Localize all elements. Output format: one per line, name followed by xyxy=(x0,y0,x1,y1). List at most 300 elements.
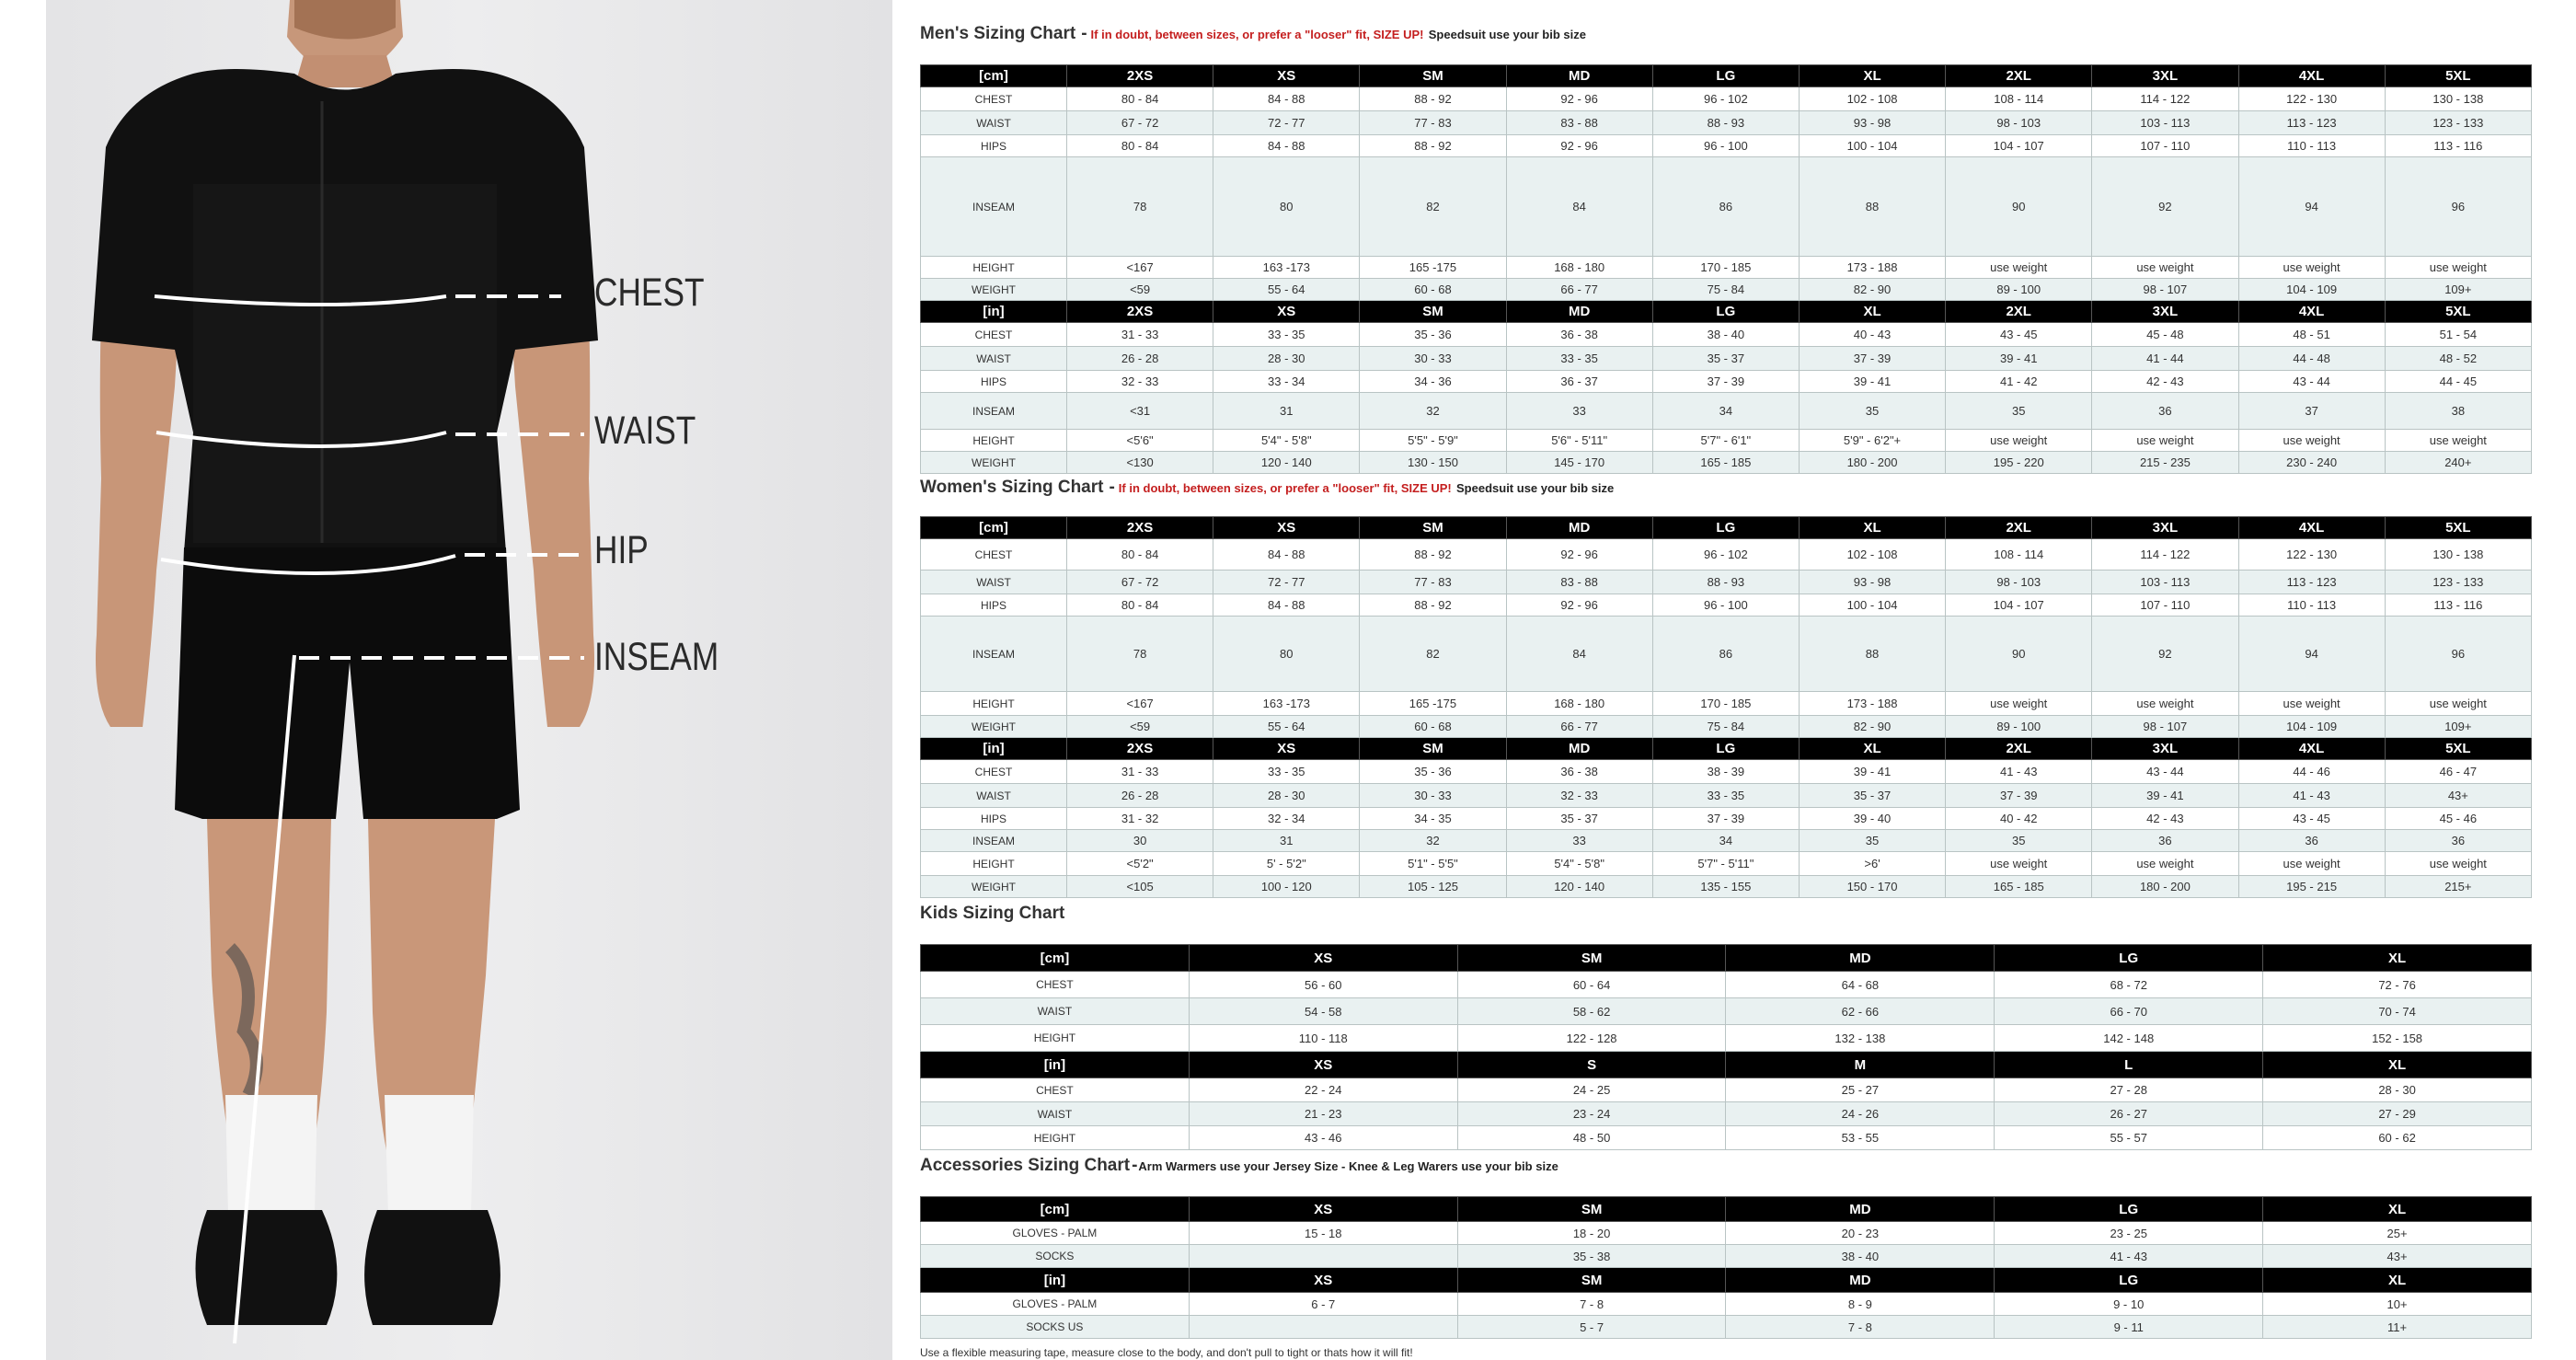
table-cell: 88 xyxy=(1799,157,1945,257)
table-cell: 105 - 125 xyxy=(1360,876,1506,898)
size-header: 2XS xyxy=(1067,301,1213,323)
table-cell: 130 - 138 xyxy=(2385,539,2531,571)
table-cell: 46 - 47 xyxy=(2385,760,2531,784)
table-cell: 195 - 220 xyxy=(1946,452,2092,474)
table-cell: 31 - 33 xyxy=(1067,323,1213,347)
table-cell: 55 - 64 xyxy=(1213,716,1360,738)
table-cell: 84 xyxy=(1506,617,1652,692)
table-cell: 32 xyxy=(1360,830,1506,852)
table-cell: 32 - 33 xyxy=(1506,784,1652,808)
table-row xyxy=(921,452,2532,474)
header-row xyxy=(921,301,2532,323)
table-cell: 40 - 43 xyxy=(1799,323,1945,347)
table-cell: 80 - 84 xyxy=(1067,135,1213,157)
table-cell: 88 - 93 xyxy=(1652,111,1799,135)
size-header: XS xyxy=(1189,1268,1457,1293)
table-row xyxy=(921,830,2532,852)
row-label: CHEST xyxy=(921,760,1067,784)
table-cell: 38 - 40 xyxy=(1726,1245,1995,1268)
table-cell: 35 xyxy=(1946,393,2092,430)
table-row xyxy=(921,1222,2532,1245)
table-cell: 84 - 88 xyxy=(1213,594,1360,617)
table-cell: 173 - 188 xyxy=(1799,257,1945,279)
table-cell: 108 - 114 xyxy=(1946,87,2092,111)
table-cell: 31 xyxy=(1213,393,1360,430)
table-cell: 35 xyxy=(1799,393,1945,430)
table-cell: 34 xyxy=(1652,393,1799,430)
size-header: SM xyxy=(1360,65,1506,87)
table-cell: 43 - 44 xyxy=(2092,760,2238,784)
size-header: 2XL xyxy=(1946,301,2092,323)
table-cell: 60 - 62 xyxy=(2263,1126,2532,1150)
table-cell: 5'7" - 5'11" xyxy=(1652,852,1799,876)
table-cell: 67 - 72 xyxy=(1067,111,1213,135)
size-header: 5XL xyxy=(2385,301,2531,323)
table-cell: 33 xyxy=(1506,830,1652,852)
table-cell: 163 -173 xyxy=(1213,257,1360,279)
table-cell: use weight xyxy=(1946,692,2092,716)
size-header: XS xyxy=(1213,65,1360,87)
table-cell: 36 - 38 xyxy=(1506,760,1652,784)
table-cell: 37 - 39 xyxy=(1799,347,1945,371)
footnote: Use a flexible measuring tape, measure close to the body, and don't pull to tight or thats how it will fit! xyxy=(920,1346,1413,1359)
table-cell: 113 - 123 xyxy=(2238,111,2385,135)
table-row xyxy=(921,323,2532,347)
table-cell: 23 - 25 xyxy=(1995,1222,2263,1245)
size-header: LG xyxy=(1995,1197,2263,1222)
table-cell: 5'4" - 5'8" xyxy=(1506,852,1652,876)
table-cell: 82 xyxy=(1360,157,1506,257)
table-cell: 122 - 130 xyxy=(2238,87,2385,111)
table-cell: 78 xyxy=(1067,617,1213,692)
table-cell: 165 -175 xyxy=(1360,692,1506,716)
size-header: 2XL xyxy=(1946,517,2092,539)
table-cell: 98 - 103 xyxy=(1946,571,2092,594)
table-cell: 110 - 118 xyxy=(1189,1025,1457,1052)
row-label: WEIGHT xyxy=(921,452,1067,474)
row-label: CHEST xyxy=(921,323,1067,347)
table-cell: 60 - 68 xyxy=(1360,716,1506,738)
row-label: HEIGHT xyxy=(921,1025,1190,1052)
table-cell: 39 - 41 xyxy=(1946,347,2092,371)
table-cell: 35 - 37 xyxy=(1506,808,1652,830)
table-cell: 36 xyxy=(2092,393,2238,430)
table-cell: 102 - 108 xyxy=(1799,539,1945,571)
table-cell: 104 - 107 xyxy=(1946,135,2092,157)
table-cell: <5'2" xyxy=(1067,852,1213,876)
table-cell xyxy=(1189,1245,1457,1268)
table-cell: 107 - 110 xyxy=(2092,135,2238,157)
table-cell: 35 - 36 xyxy=(1360,760,1506,784)
table-cell: use weight xyxy=(1946,430,2092,452)
table-cell: 168 - 180 xyxy=(1506,257,1652,279)
table-cell: 93 - 98 xyxy=(1799,111,1945,135)
size-header: MD xyxy=(1726,1268,1995,1293)
table-cell: 152 - 158 xyxy=(2263,1025,2532,1052)
table-cell: 83 - 88 xyxy=(1506,571,1652,594)
table-row xyxy=(921,1316,2532,1339)
table-cell: 20 - 23 xyxy=(1726,1222,1995,1245)
table-row xyxy=(921,876,2532,898)
table-cell: 42 - 43 xyxy=(2092,371,2238,393)
table-cell: 77 - 83 xyxy=(1360,571,1506,594)
table-cell: 53 - 55 xyxy=(1726,1126,1995,1150)
mens-note-black: Speedsuit use your bib size xyxy=(1428,28,1586,41)
table-cell: use weight xyxy=(2092,430,2238,452)
table-cell: 7 - 8 xyxy=(1726,1316,1995,1339)
table-cell: 31 - 33 xyxy=(1067,760,1213,784)
accessories-title xyxy=(920,1154,2532,1183)
table-cell: use weight xyxy=(2092,257,2238,279)
table-cell: <105 xyxy=(1067,876,1213,898)
row-label: GLOVES - PALM xyxy=(921,1222,1190,1245)
hip-label: HIP xyxy=(594,528,649,572)
table-cell: 100 - 104 xyxy=(1799,135,1945,157)
table-cell: 32 - 34 xyxy=(1213,808,1360,830)
unit-header: [in] xyxy=(921,738,1067,760)
table-cell: 5'5" - 5'9" xyxy=(1360,430,1506,452)
table-row xyxy=(921,716,2532,738)
table-cell: 9 - 11 xyxy=(1995,1316,2263,1339)
table-cell: use weight xyxy=(2385,692,2531,716)
table-cell: 35 - 38 xyxy=(1457,1245,1726,1268)
table-cell: 93 - 98 xyxy=(1799,571,1945,594)
table-cell: 130 - 138 xyxy=(2385,87,2531,111)
table-cell: 34 - 35 xyxy=(1360,808,1506,830)
table-cell: 38 - 40 xyxy=(1652,323,1799,347)
table-cell: 96 xyxy=(2385,157,2531,257)
table-cell: 180 - 200 xyxy=(1799,452,1945,474)
table-cell: 96 xyxy=(2385,617,2531,692)
size-header: 2XL xyxy=(1946,738,2092,760)
size-header: LG xyxy=(1652,517,1799,539)
table-cell: 104 - 109 xyxy=(2238,716,2385,738)
size-header: SM xyxy=(1360,301,1506,323)
table-cell: 33 - 35 xyxy=(1506,347,1652,371)
row-label: HEIGHT xyxy=(921,257,1067,279)
mens-title-dash: - xyxy=(1081,24,1087,43)
row-label: HEIGHT xyxy=(921,1126,1190,1150)
unit-header: [cm] xyxy=(921,945,1190,972)
row-label: CHEST xyxy=(921,539,1067,571)
size-header: XS xyxy=(1213,517,1360,539)
table-cell: 170 - 185 xyxy=(1652,692,1799,716)
table-cell: 64 - 68 xyxy=(1726,972,1995,998)
table-cell: 82 xyxy=(1360,617,1506,692)
size-header: LG xyxy=(1652,65,1799,87)
table-cell: 108 - 114 xyxy=(1946,539,2092,571)
table-cell: 100 - 120 xyxy=(1213,876,1360,898)
table-cell: 82 - 90 xyxy=(1799,279,1945,301)
table-row xyxy=(921,617,2532,692)
mens-table xyxy=(920,64,2532,474)
table-cell: 88 xyxy=(1799,617,1945,692)
table-cell: 78 xyxy=(1067,157,1213,257)
table-cell: 96 - 102 xyxy=(1652,87,1799,111)
table-cell: 43 - 44 xyxy=(2238,371,2385,393)
table-cell: 107 - 110 xyxy=(2092,594,2238,617)
table-cell: >6' xyxy=(1799,852,1945,876)
row-label: HEIGHT xyxy=(921,852,1067,876)
table-cell: 6 - 7 xyxy=(1189,1293,1457,1316)
table-cell: 88 - 92 xyxy=(1360,594,1506,617)
table-cell: 94 xyxy=(2238,157,2385,257)
table-cell: 40 - 42 xyxy=(1946,808,2092,830)
table-cell: 39 - 40 xyxy=(1799,808,1945,830)
table-cell: 62 - 66 xyxy=(1726,998,1995,1025)
size-header: XL xyxy=(2263,1268,2532,1293)
table-cell: 75 - 84 xyxy=(1652,716,1799,738)
table-cell: 92 - 96 xyxy=(1506,539,1652,571)
table-cell: 36 xyxy=(2092,830,2238,852)
table-row xyxy=(921,430,2532,452)
kids-title-text: Kids Sizing Chart xyxy=(920,904,1065,923)
table-cell: 38 - 39 xyxy=(1652,760,1799,784)
table-row xyxy=(921,784,2532,808)
size-header: SM xyxy=(1457,1268,1726,1293)
table-cell: 102 - 108 xyxy=(1799,87,1945,111)
table-row xyxy=(921,111,2532,135)
table-cell: 33 - 34 xyxy=(1213,371,1360,393)
table-cell: 72 - 76 xyxy=(2263,972,2532,998)
table-row xyxy=(921,1293,2532,1316)
table-row xyxy=(921,808,2532,830)
table-cell: 27 - 28 xyxy=(1995,1078,2263,1102)
row-label: GLOVES - PALM xyxy=(921,1293,1190,1316)
table-cell: 35 - 36 xyxy=(1360,323,1506,347)
table-cell: 89 - 100 xyxy=(1946,279,2092,301)
table-cell: 100 - 104 xyxy=(1799,594,1945,617)
table-cell: 56 - 60 xyxy=(1189,972,1457,998)
table-cell: 88 - 92 xyxy=(1360,87,1506,111)
size-header: 5XL xyxy=(2385,517,2531,539)
size-header: XL xyxy=(1799,301,1945,323)
size-header: LG xyxy=(1652,738,1799,760)
row-label: HIPS xyxy=(921,135,1067,157)
table-cell: 113 - 116 xyxy=(2385,135,2531,157)
table-cell: 122 - 130 xyxy=(2238,539,2385,571)
row-label: HIPS xyxy=(921,371,1067,393)
table-cell: 84 - 88 xyxy=(1213,135,1360,157)
table-cell: 66 - 77 xyxy=(1506,279,1652,301)
table-cell: 18 - 20 xyxy=(1457,1222,1726,1245)
table-cell: 98 - 107 xyxy=(2092,279,2238,301)
row-label: SOCKS xyxy=(921,1245,1190,1268)
table-cell: <130 xyxy=(1067,452,1213,474)
table-cell: 104 - 107 xyxy=(1946,594,2092,617)
table-cell: 37 - 39 xyxy=(1652,371,1799,393)
womens-table xyxy=(920,516,2532,898)
table-cell: 26 - 28 xyxy=(1067,784,1213,808)
table-cell: 72 - 77 xyxy=(1213,111,1360,135)
table-cell: 37 - 39 xyxy=(1652,808,1799,830)
table-row xyxy=(921,571,2532,594)
table-cell: 113 - 123 xyxy=(2238,571,2385,594)
table-cell: 26 - 28 xyxy=(1067,347,1213,371)
table-cell: 48 - 51 xyxy=(2238,323,2385,347)
table-cell: 35 - 37 xyxy=(1652,347,1799,371)
table-cell: 98 - 107 xyxy=(2092,716,2238,738)
accessories-note-black: Arm Warmers use your Jersey Size - Knee & Leg Warers use your bib size xyxy=(1138,1159,1558,1173)
table-cell: 36 xyxy=(2238,830,2385,852)
table-cell: 75 - 84 xyxy=(1652,279,1799,301)
table-cell: 31 xyxy=(1213,830,1360,852)
table-cell: 180 - 200 xyxy=(2092,876,2238,898)
table-cell: 42 - 43 xyxy=(2092,808,2238,830)
table-cell: use weight xyxy=(2385,852,2531,876)
table-cell: 43 - 45 xyxy=(1946,323,2092,347)
size-header: XS xyxy=(1189,1052,1457,1078)
header-row xyxy=(921,945,2532,972)
table-cell: 28 - 30 xyxy=(1213,347,1360,371)
size-header: XS xyxy=(1189,945,1457,972)
table-cell: 88 - 92 xyxy=(1360,539,1506,571)
table-row xyxy=(921,371,2532,393)
size-header: MD xyxy=(1726,945,1995,972)
table-cell: 80 xyxy=(1213,617,1360,692)
table-cell: 35 xyxy=(1946,830,2092,852)
table-cell: 51 - 54 xyxy=(2385,323,2531,347)
table-row xyxy=(921,760,2532,784)
size-header: MD xyxy=(1506,301,1652,323)
row-label: INSEAM xyxy=(921,393,1067,430)
table-cell: 90 xyxy=(1946,157,2092,257)
table-cell: 5'6" - 5'11" xyxy=(1506,430,1652,452)
table-cell: 110 - 113 xyxy=(2238,135,2385,157)
table-cell: 33 - 35 xyxy=(1213,760,1360,784)
table-cell: 36 - 38 xyxy=(1506,323,1652,347)
table-cell: 43 - 46 xyxy=(1189,1126,1457,1150)
table-cell: 86 xyxy=(1652,617,1799,692)
table-cell: 195 - 215 xyxy=(2238,876,2385,898)
table-cell: 80 - 84 xyxy=(1067,539,1213,571)
table-cell: 165 - 185 xyxy=(1652,452,1799,474)
table-cell: 33 - 35 xyxy=(1652,784,1799,808)
cyclist-figure xyxy=(46,0,892,1360)
row-label: WAIST xyxy=(921,784,1067,808)
table-cell: 120 - 140 xyxy=(1213,452,1360,474)
table-row xyxy=(921,1102,2532,1126)
size-charts xyxy=(920,22,2532,1359)
row-label: CHEST xyxy=(921,1078,1190,1102)
table-cell: 41 - 43 xyxy=(1946,760,2092,784)
table-cell: 123 - 133 xyxy=(2385,571,2531,594)
row-label: CHEST xyxy=(921,972,1190,998)
table-cell: 109+ xyxy=(2385,279,2531,301)
size-header: XL xyxy=(1799,738,1945,760)
row-label: WAIST xyxy=(921,571,1067,594)
table-cell: 30 - 33 xyxy=(1360,347,1506,371)
table-cell: 113 - 116 xyxy=(2385,594,2531,617)
table-cell: 98 - 103 xyxy=(1946,111,2092,135)
table-cell: 135 - 155 xyxy=(1652,876,1799,898)
table-cell: <167 xyxy=(1067,692,1213,716)
table-cell: 5'7" - 6'1" xyxy=(1652,430,1799,452)
size-header: XS xyxy=(1189,1197,1457,1222)
womens-note-red: If in doubt, between sizes, or prefer a "looser" fit, SIZE UP! xyxy=(1118,481,1452,495)
table-cell: 44 - 45 xyxy=(2385,371,2531,393)
table-cell: 89 - 100 xyxy=(1946,716,2092,738)
kids-title xyxy=(920,902,2532,931)
table-row xyxy=(921,1078,2532,1102)
size-header: MD xyxy=(1506,517,1652,539)
table-row xyxy=(921,692,2532,716)
row-label: INSEAM xyxy=(921,617,1067,692)
table-cell: 24 - 25 xyxy=(1457,1078,1726,1102)
unit-header: [in] xyxy=(921,301,1067,323)
size-header: 2XS xyxy=(1067,738,1213,760)
table-cell: 230 - 240 xyxy=(2238,452,2385,474)
header-row xyxy=(921,738,2532,760)
size-header: XS xyxy=(1213,301,1360,323)
row-label: WAIST xyxy=(921,347,1067,371)
mens-note-red: If in doubt, between sizes, or prefer a "looser" fit, SIZE UP! xyxy=(1090,28,1424,41)
unit-header: [in] xyxy=(921,1268,1190,1293)
table-cell: <167 xyxy=(1067,257,1213,279)
table-cell: 30 xyxy=(1067,830,1213,852)
unit-header: [cm] xyxy=(921,65,1067,87)
size-header: 3XL xyxy=(2092,517,2238,539)
header-row xyxy=(921,1268,2532,1293)
womens-title-dash: - xyxy=(1109,478,1115,497)
table-cell: 215+ xyxy=(2385,876,2531,898)
table-cell: <59 xyxy=(1067,716,1213,738)
size-header: SM xyxy=(1360,517,1506,539)
table-cell: 33 xyxy=(1506,393,1652,430)
table-cell: 165 - 185 xyxy=(1946,876,2092,898)
table-cell: use weight xyxy=(2238,257,2385,279)
table-cell: 84 - 88 xyxy=(1213,87,1360,111)
table-cell: 44 - 46 xyxy=(2238,760,2385,784)
table-cell: 168 - 180 xyxy=(1506,692,1652,716)
table-cell: 37 xyxy=(2238,393,2385,430)
row-label: WAIST xyxy=(921,998,1190,1025)
table-cell: 41 - 43 xyxy=(1995,1245,2263,1268)
table-row xyxy=(921,998,2532,1025)
table-cell: 36 - 37 xyxy=(1506,371,1652,393)
size-header: M xyxy=(1726,1052,1995,1078)
table-cell: 109+ xyxy=(2385,716,2531,738)
size-header: 4XL xyxy=(2238,301,2385,323)
size-header: MD xyxy=(1726,1197,1995,1222)
mens-title-text: Men's Sizing Chart xyxy=(920,24,1076,43)
table-cell: 22 - 24 xyxy=(1189,1078,1457,1102)
table-cell: 8 - 9 xyxy=(1726,1293,1995,1316)
table-cell: use weight xyxy=(2238,692,2385,716)
table-cell: 45 - 48 xyxy=(2092,323,2238,347)
table-cell: 21 - 23 xyxy=(1189,1102,1457,1126)
table-cell: 92 xyxy=(2092,157,2238,257)
table-row xyxy=(921,87,2532,111)
table-cell: 25 - 27 xyxy=(1726,1078,1995,1102)
size-header: SM xyxy=(1457,1197,1726,1222)
table-cell: 170 - 185 xyxy=(1652,257,1799,279)
table-cell: 10+ xyxy=(2263,1293,2532,1316)
table-cell: use weight xyxy=(2238,852,2385,876)
table-cell: 94 xyxy=(2238,617,2385,692)
table-cell: 120 - 140 xyxy=(1506,876,1652,898)
table-cell: 9 - 10 xyxy=(1995,1293,2263,1316)
table-cell: 68 - 72 xyxy=(1995,972,2263,998)
table-cell: 88 - 92 xyxy=(1360,135,1506,157)
table-cell: 66 - 77 xyxy=(1506,716,1652,738)
table-cell: 92 xyxy=(2092,617,2238,692)
table-cell: use weight xyxy=(1946,852,2092,876)
table-row xyxy=(921,1126,2532,1150)
size-header: XL xyxy=(2263,1197,2532,1222)
table-cell: 123 - 133 xyxy=(2385,111,2531,135)
table-cell: 31 - 32 xyxy=(1067,808,1213,830)
